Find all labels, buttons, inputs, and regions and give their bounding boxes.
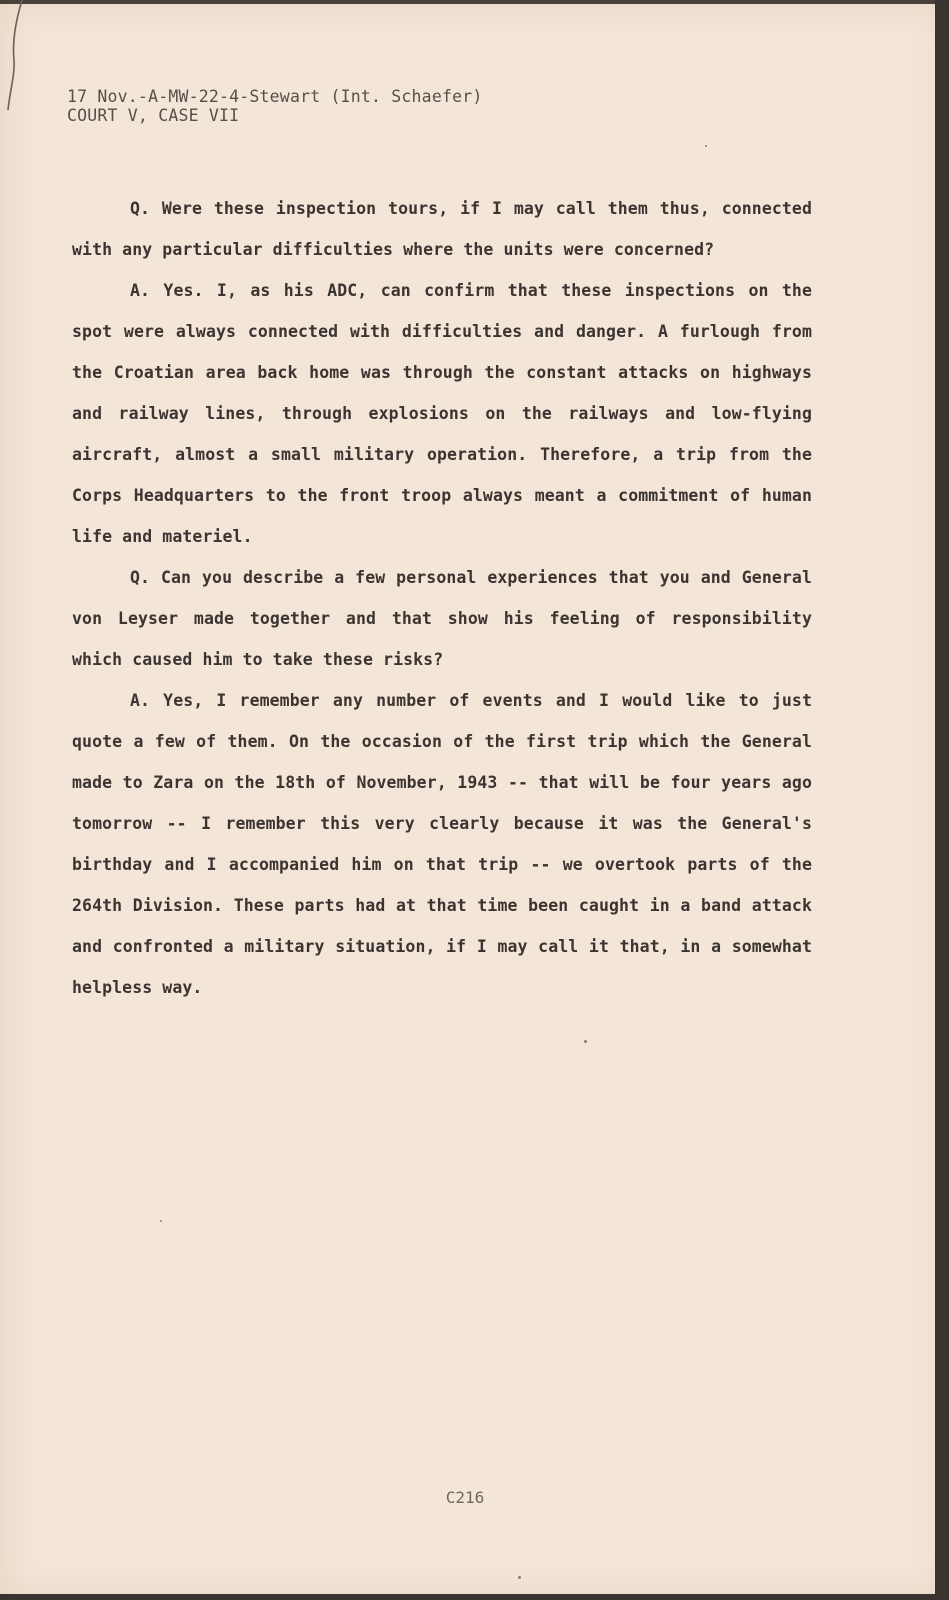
- header-line-2: COURT V, CASE VII: [67, 106, 240, 125]
- paper-speck: [160, 1220, 162, 1222]
- document-header: [67, 87, 483, 125]
- page-right-edge: [935, 0, 949, 1600]
- paragraph-question-1: Q. Were these inspection tours, if I may call them thus, connected with any particular difficulties where the units were concerned?: [72, 199, 812, 259]
- page-number: C216: [445, 1488, 485, 1507]
- transcript-body: [72, 188, 812, 1008]
- page-bottom-edge: [0, 1594, 949, 1600]
- paragraph-question-2: Q. Can you describe a few personal experiences that you and General von Leyser made together and that show his feeling of responsibility which caused him to take these risks?: [72, 568, 812, 669]
- paper-speck: [705, 145, 707, 147]
- paper-fold-mark: [2, 0, 28, 110]
- paragraph-answer-1: A. Yes. I, as his ADC, can confirm that these inspections on the spot were always connected with difficulties and danger. A furlough from the Croatian area back home was through the constant attacks on highways and railway lines, through explosions on the railways and low-flying aircraft, almost a small military operation. Therefore, a trip from the Corps Headquarters to the front troop always meant a commitment of human life and materiel.: [72, 281, 812, 546]
- page-top-edge: [0, 0, 949, 4]
- paper-speck: [518, 1576, 521, 1579]
- header-line-1: 17 Nov.-A-MW-22-4-Stewart (Int. Schaefer): [67, 87, 483, 106]
- paper-speck: [584, 1040, 587, 1043]
- paragraph-answer-2: A. Yes, I remember any number of events and I would like to just quote a few of them. On the occasion of the first trip which the General made to Zara on the 18th of November, 1943 -- that will be four years ago tomorrow -- I remember this very clearly because it was the General's birthday and I accompanied him on that trip -- we overtook parts of the 264th Division. These parts had at that time been caught in a band attack and confronted a military situation, if I may call it that, in a somewhat helpless way.: [72, 691, 812, 997]
